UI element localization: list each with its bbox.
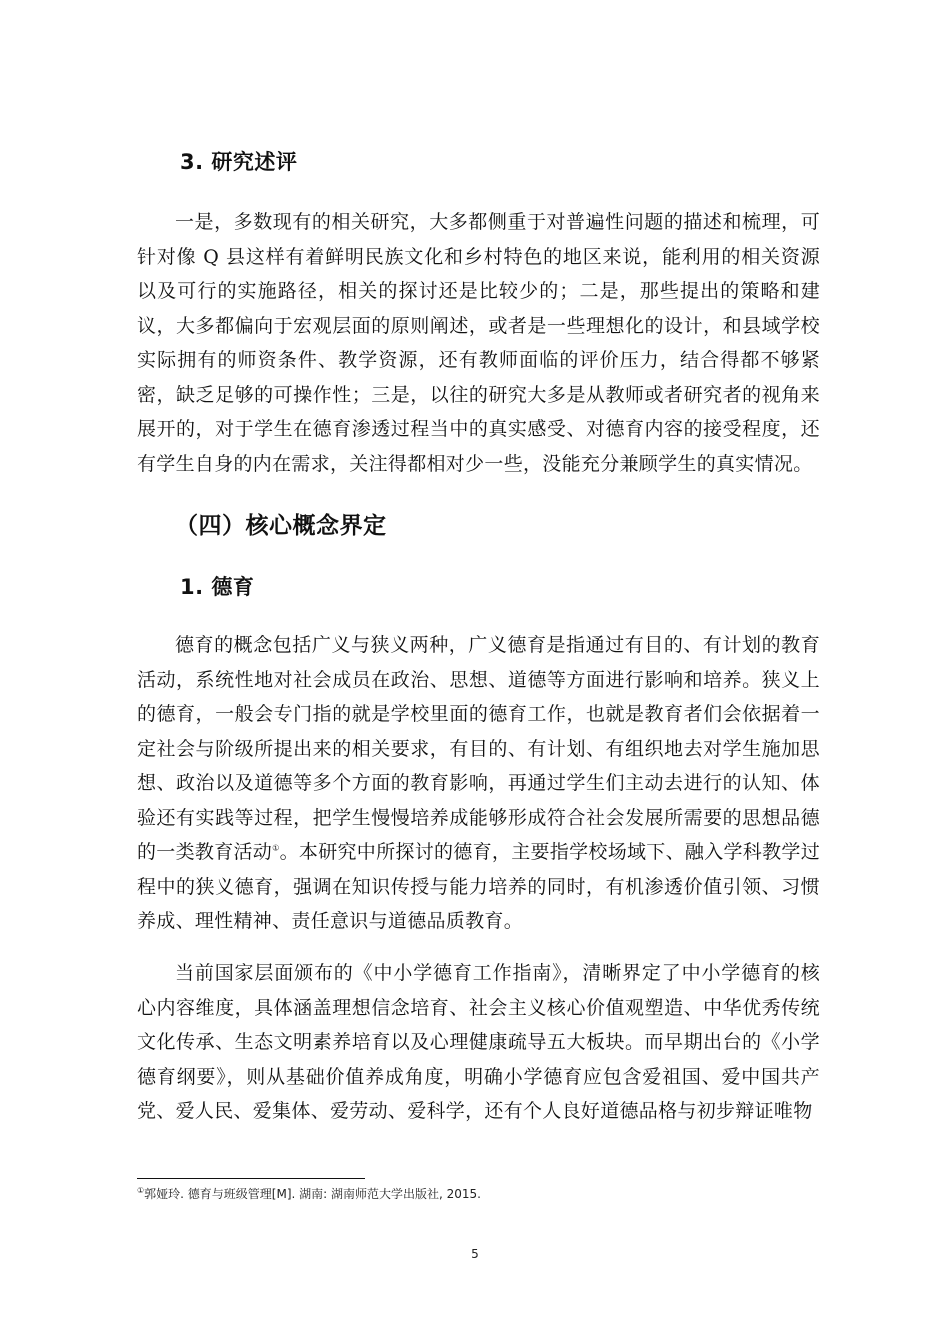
section-heading-research-review: 3. 研究述评 (180, 150, 298, 174)
paragraph-moral-education-definition (137, 628, 820, 939)
footnote (137, 1186, 481, 1202)
paragraph-research-review: 一是，多数现有的相关研究，大多都侧重于对普遍性问题的描述和梳理，可针对像 Q 县这样有着鲜明民族文化和乡村特色的地区来说，能利用的相关资源以及可行的实施路径，相关的探讨还是比较少的；二是，那些提出的策略和建议，大多都偏向于宏观层面的原则阐述，或者是一些理想化的设计，和县域学校实际拥有的师资条件、教学资源，还有教师面临的评价压力，结合得都不够紧密，缺乏足够的可操作性；三是，以往的研究大多是从教师或者研究者的视角来展开的，对于学生在德育渗透过程当中的真实感受、对德育内容的接受程度，还有学生自身的内在需求，关注得都相对少一些，没能充分兼顾学生的真实情况。 (137, 211, 820, 475)
footnote-text: 郭娅玲. 德育与班级管理[M]. 湖南: 湖南师范大学出版社, 2015. (144, 1187, 481, 1201)
page-number: 5 (471, 1247, 479, 1261)
paragraph-moral-education-guidelines: 当前国家层面颁布的《中小学德育工作指南》，清晰界定了中小学德育的核心内容维度，具体涵盖理想信念培育、社会主义核心价值观塑造、中华优秀传统文化传承、生态文明素养培育以及心理健康疏导五大板块。而早期出台的《小学德育纲要》，则从基础价值养成角度，明确小学德育应包含爱祖国、爱中国共产党、爱人民、爱集体、爱劳动、爱科学，还有个人良好道德品格与初步辩证唯物 (137, 962, 820, 1122)
footnote-divider (137, 1178, 365, 1179)
paragraph-text-after-note: 。本研究中所探讨的德育，主要指学校场域下、融入学科教学过程中的狭义德育，强调在知识传授与能力培养的同时，有机渗透价值引领、习惯养成、理性精神、责任意识与道德品质教育。 (137, 841, 820, 932)
section-heading-core-concepts: （四）核心概念界定 (175, 513, 387, 539)
footnote-marker: ① (137, 1186, 145, 1195)
subsection-heading-moral-education: 1. 德育 (180, 575, 255, 599)
footnote-reference-marker[interactable]: ① (272, 843, 280, 853)
paragraph-text-before-note: 德育的概念包括广义与狭义两种，广义德育是指通过有目的、有计划的教育活动，系统性地对社会成员在政治、思想、道德等方面进行影响和培养。狭义上的德育，一般会专门指的就是学校里面的德育工作，也就是教育者们会依据着一定社会与阶级所提出来的相关要求，有目的、有计划、有组织地去对学生施加思想、政治以及道德等多个方面的教育影响，再通过学生们主动去进行的认知、体验还有实践等过程，把学生慢慢培养成能够形成符合社会发展所需要的思想品德的一类教育活动 (137, 634, 820, 863)
